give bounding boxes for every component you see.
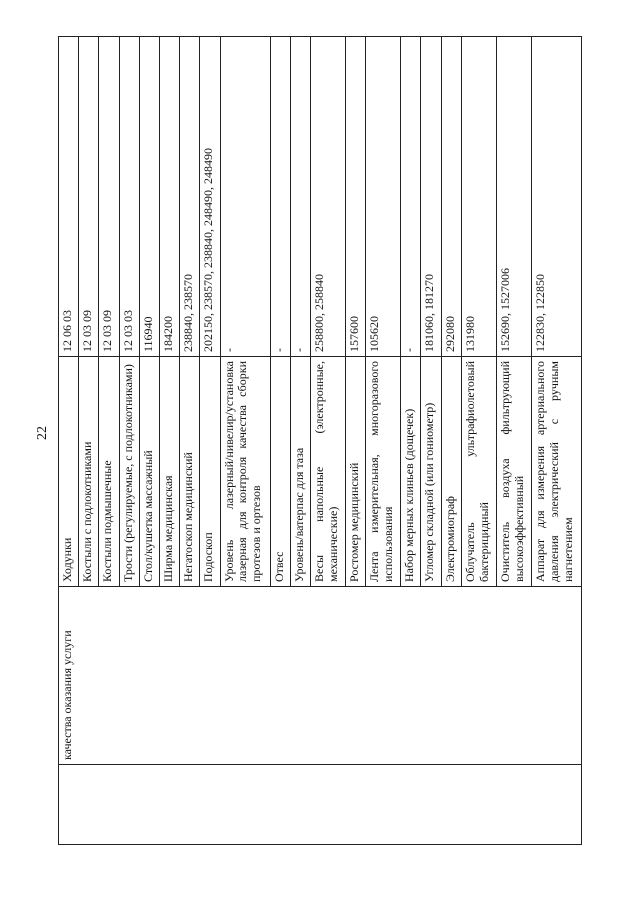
item-code: -: [401, 37, 421, 357]
item-name: Аппарат для измерения артериального давления электрический с ручным нагнетением: [531, 357, 581, 587]
item-code: 258800, 258840: [310, 37, 345, 357]
item-name: Трости (регулируемые, с подлокотниками): [119, 357, 139, 587]
item-code: 238840, 238570: [180, 37, 200, 357]
item-name: Подоскоп: [200, 357, 220, 587]
item-name: Набор мерных клиньев (дощечек): [401, 357, 421, 587]
item-name: Ходунки: [59, 357, 79, 587]
item-name: Уровень/ватерпас для таза: [290, 357, 310, 587]
item-code: 105620: [366, 37, 401, 357]
item-name: Ростомер медицинский: [345, 357, 365, 587]
item-code: 122830, 122850: [531, 37, 581, 357]
item-code: 152690, 1527006: [496, 37, 531, 357]
item-code: 12 03 09: [79, 37, 99, 357]
rotated-table-container: [58, 37, 582, 845]
item-name: Отвес: [270, 357, 290, 587]
item-name: Стол/кушетка массажный: [139, 357, 159, 587]
equipment-table: [58, 36, 582, 845]
item-code: 116940: [139, 37, 159, 357]
item-name: Лента измерительная, многоразового использования: [366, 357, 401, 587]
item-code: -: [220, 37, 270, 357]
item-name: Негатоскоп медицинский: [180, 357, 200, 587]
empty-cell: [59, 765, 582, 845]
item-code: -: [290, 37, 310, 357]
item-code: 184200: [160, 37, 180, 357]
item-code: 202150, 238570, 238840, 248490, 248490: [200, 37, 220, 357]
item-name: Костыли подмышечные: [99, 357, 119, 587]
item-name: Ширма медицинская: [160, 357, 180, 587]
item-name: Весы напольные (электронные, механические): [310, 357, 345, 587]
item-name: Очиститель воздуха фильтрующий высокоэффективный: [496, 357, 531, 587]
item-name: Облучатель ультрафиолетовый бактерицидный: [461, 357, 496, 587]
table-row: [59, 37, 79, 845]
page-number: 22: [35, 426, 50, 440]
item-code: 181060, 181270: [421, 37, 441, 357]
item-code: 131980: [461, 37, 496, 357]
section-label-cell: [59, 587, 582, 765]
item-code: -: [270, 37, 290, 357]
item-name: Уровень лазерный/нивелир/установка лазерная для контроля качества сборки протезов и ортезов: [220, 357, 270, 587]
item-name: Костыли с подлокотниками: [79, 357, 99, 587]
item-code: 292080: [441, 37, 461, 357]
item-code: 157600: [345, 37, 365, 357]
item-name: Электромиограф: [441, 357, 461, 587]
item-code: 12 06 03: [59, 37, 79, 357]
item-code: 12 03 09: [99, 37, 119, 357]
section-label: качества оказания услуги: [60, 630, 74, 760]
item-code: 12 03 03: [119, 37, 139, 357]
item-name: Угломер складной (или гониометр): [421, 357, 441, 587]
